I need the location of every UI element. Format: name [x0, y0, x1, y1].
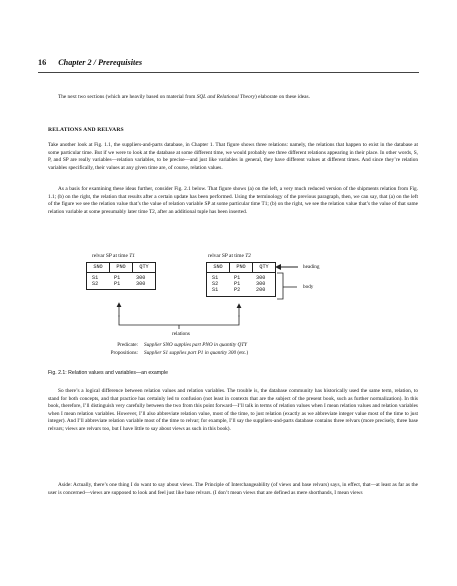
left-body	[87, 273, 155, 289]
running-header	[38, 58, 142, 67]
right-relvar-title-text: relvar SP at time	[208, 253, 246, 259]
paragraph-logical-difference	[48, 388, 418, 433]
left-relvar-title-text: relvar SP at time	[92, 253, 130, 259]
predicate-line	[86, 342, 247, 349]
column-header: SNO	[87, 263, 110, 272]
right-time-label: T2	[245, 253, 251, 259]
propositions-line	[86, 350, 248, 357]
paragraph-relations: Take another look at Fig. 1.1, the suppliers-and-parts database, in Chapter 1. That figure shows three relations: namely, the relations that happen to exist in the database at some particular time. But if we were to look at the database at some different time, we would probably see three different relations appearing in their place. In other words, S, P, and SP are really variables—relation variables, to be precise—and just like variables in general, they have different values at different times. And since they’re relation variables specifically, their values at any given time are, of course, relation values.	[48, 142, 418, 171]
section-heading: RELATIONS AND RELVARS	[48, 127, 124, 133]
right-body	[207, 273, 275, 296]
intro-text-post: ) elaborate on these ideas.	[255, 94, 310, 100]
cell-value: P1	[114, 275, 121, 281]
paragraph-aside	[48, 482, 418, 497]
cell-value: 200	[256, 287, 266, 294]
relations-connector	[119, 315, 239, 325]
column-header: SNO	[207, 263, 230, 272]
column-header: QTY	[139, 264, 149, 270]
cell-value: S1	[212, 275, 219, 281]
paragraph-figure-intro-text: As a basis for examining these ideas further, consider Fig. 2.1 below. That figure shows (a) on the left, a very much reduced version of the shipments relation from Fig. 1.1; (b) on the right, the relation that results after a certain update has been performed. Using the terminology of the previous paragraph, then, we can say, that (a) on the left of the figure we see the relation value that’s the value of relation variable SP at some particular time T1; (b) on the right, we see the relation value that’s the value of that same relation variable at some presumably later time T2, after an additional tuple has been inserted.	[48, 186, 418, 215]
body-label: body	[303, 284, 314, 290]
paragraph-figure-intro	[48, 186, 418, 216]
right-relation-table	[206, 262, 276, 297]
heading-label: heading	[303, 264, 320, 270]
intro-paragraph	[48, 94, 418, 102]
chapter-title: Chapter 2 / Prerequisites	[58, 58, 143, 67]
paragraph-aside-text: Aside: Actually, there’s one thing I do want to say about views. The Principle of Interchangeability (of views and base relvars) says, in effect, that—at least as far as the user is concerned—views are supposed to look and feel just like base relvars. (I don’t mean views that are defined as mere shorthands, I mean views	[48, 482, 418, 496]
left-relvar-title	[92, 253, 135, 259]
cell-value: S1	[92, 275, 99, 281]
left-heading-row	[87, 263, 155, 273]
column-header: QTY	[259, 264, 269, 270]
cell-value: S2	[92, 281, 99, 288]
cell-value: 300	[136, 281, 146, 288]
cell-value: 300	[256, 281, 266, 288]
propositions-key: Propositions:	[110, 350, 138, 356]
header-rule	[38, 72, 419, 73]
predicate-key: Predicate:	[117, 342, 138, 348]
propositions-tail: (etc.)	[236, 350, 249, 356]
cell-value: S2	[212, 281, 219, 288]
relations-label: relations	[172, 331, 190, 337]
page-number: 16	[38, 58, 47, 67]
cell-value: 300	[136, 275, 146, 281]
column-header: PNO	[110, 263, 133, 272]
cell-value: S1	[212, 287, 219, 294]
predicate-value: Supplier SNO supplies part PNO in quantity QTY	[144, 342, 248, 348]
intro-text-pre: The next two sections (which are heavily based on material from	[58, 94, 197, 100]
cell-value: P1	[114, 281, 121, 288]
cell-value: 300	[256, 275, 266, 281]
cell-value: P1	[234, 281, 241, 288]
cell-value: P1	[234, 275, 241, 281]
left-relation-table	[86, 262, 156, 290]
figure-caption: Fig. 2.1: Relation values and variables—an example	[48, 370, 168, 376]
propositions-value: Supplier S1 supplies part P1 in quantity 300	[144, 350, 237, 356]
right-relvar-title	[208, 253, 251, 259]
paragraph-logical-difference-text: So there’s a logical difference between relation values and relation variables. The trouble is, the database community has historically used the same term, relation, to stand for both concepts, and that practice has certainly led to confusion (not least in contexts that are the subject of the present book, such as further normalization). In this book, therefore, I’ll distinguish very carefully between the two from this point forward—I’ll talk in terms of relation values when I mean relation values and relation variables when I mean relation variables. However, I’ll also abbreviate relation value, most of the time, to just relation (exactly as we abbreviate integer value most of the time to just integer). And I’ll abbreviate relation variable most of the time to relvar; for example, I’ll say the suppliers-and-parts database contains three relvars (more precisely, three base relvars; views are relvars too, but I have little to say about views as such in this book).	[48, 388, 418, 432]
left-time-label: T1	[129, 253, 135, 259]
body-bracket	[277, 273, 283, 299]
right-heading-row	[207, 263, 275, 273]
column-header: PNO	[230, 263, 253, 272]
intro-book-title: SQL and Relational Theory	[196, 94, 256, 100]
cell-value: P2	[234, 287, 241, 294]
